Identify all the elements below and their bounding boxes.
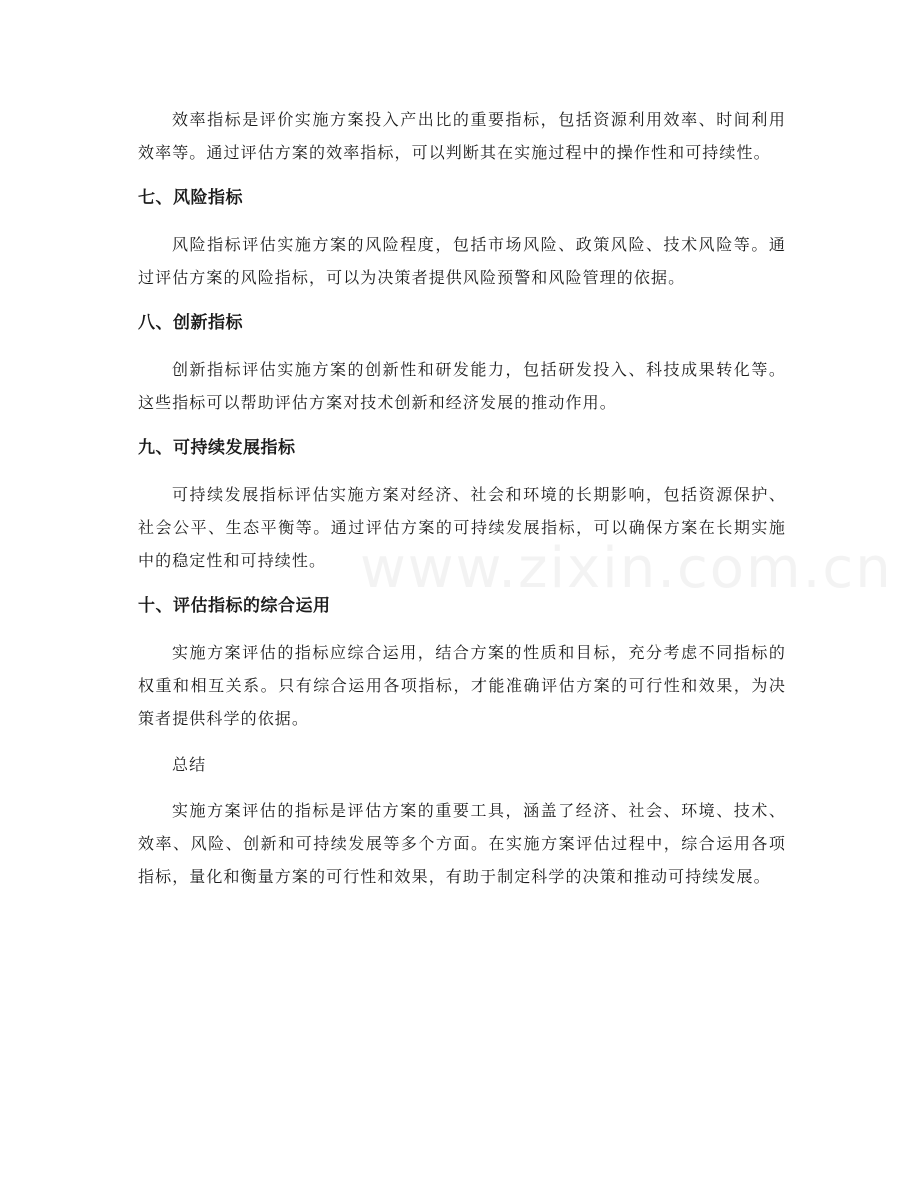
document-body xyxy=(138,103,786,893)
watermark-text: www.zixin.com.cn xyxy=(360,536,893,601)
summary-label: 总结 xyxy=(172,755,207,774)
heading-risk-indicators: 七、风险指标 xyxy=(138,188,243,208)
heading-comprehensive-use: 十、评估指标的综合运用 xyxy=(138,596,331,616)
paragraph-efficiency: 效率指标是评价实施方案投入产出比的重要指标，包括资源利用效率、时间利用效率等。通过评估方案的效率指标，可以判断其在实施过程中的操作性和可持续性。 xyxy=(138,110,786,162)
paragraph-comprehensive-use: 实施方案评估的指标应综合运用，结合方案的性质和目标，充分考虑不同指标的权重和相互关系。只有综合运用各项指标，才能准确评估方案的可行性和效果，为决策者提供科学的依据。 xyxy=(138,643,786,728)
paragraph-risk: 风险指标评估实施方案的风险程度，包括市场风险、政策风险、技术风险等。通过评估方案的风险指标，可以为决策者提供风险预警和风险管理的依据。 xyxy=(138,235,786,287)
paragraph-innovation: 创新指标评估实施方案的创新性和研发能力，包括研发投入、科技成果转化等。这些指标可以帮助评估方案对技术创新和经济发展的推动作用。 xyxy=(138,360,786,412)
paragraph-sustainability: 可持续发展指标评估实施方案对经济、社会和环境的长期影响，包括资源保护、社会公平、生态平衡等。通过评估方案的可持续发展指标，可以确保方案在长期实施中的稳定性和可持续性。 xyxy=(138,485,786,570)
paragraph-summary: 实施方案评估的指标是评估方案的重要工具，涵盖了经济、社会、环境、技术、效率、风险、创新和可持续发展等多个方面。在实施方案评估过程中，综合运用各项指标，量化和衡量方案的可行性和效果，有助于制定科学的决策和推动可持续发展。 xyxy=(138,801,786,886)
heading-innovation-indicators: 八、创新指标 xyxy=(138,313,243,333)
heading-sustainability-indicators: 九、可持续发展指标 xyxy=(138,438,296,458)
